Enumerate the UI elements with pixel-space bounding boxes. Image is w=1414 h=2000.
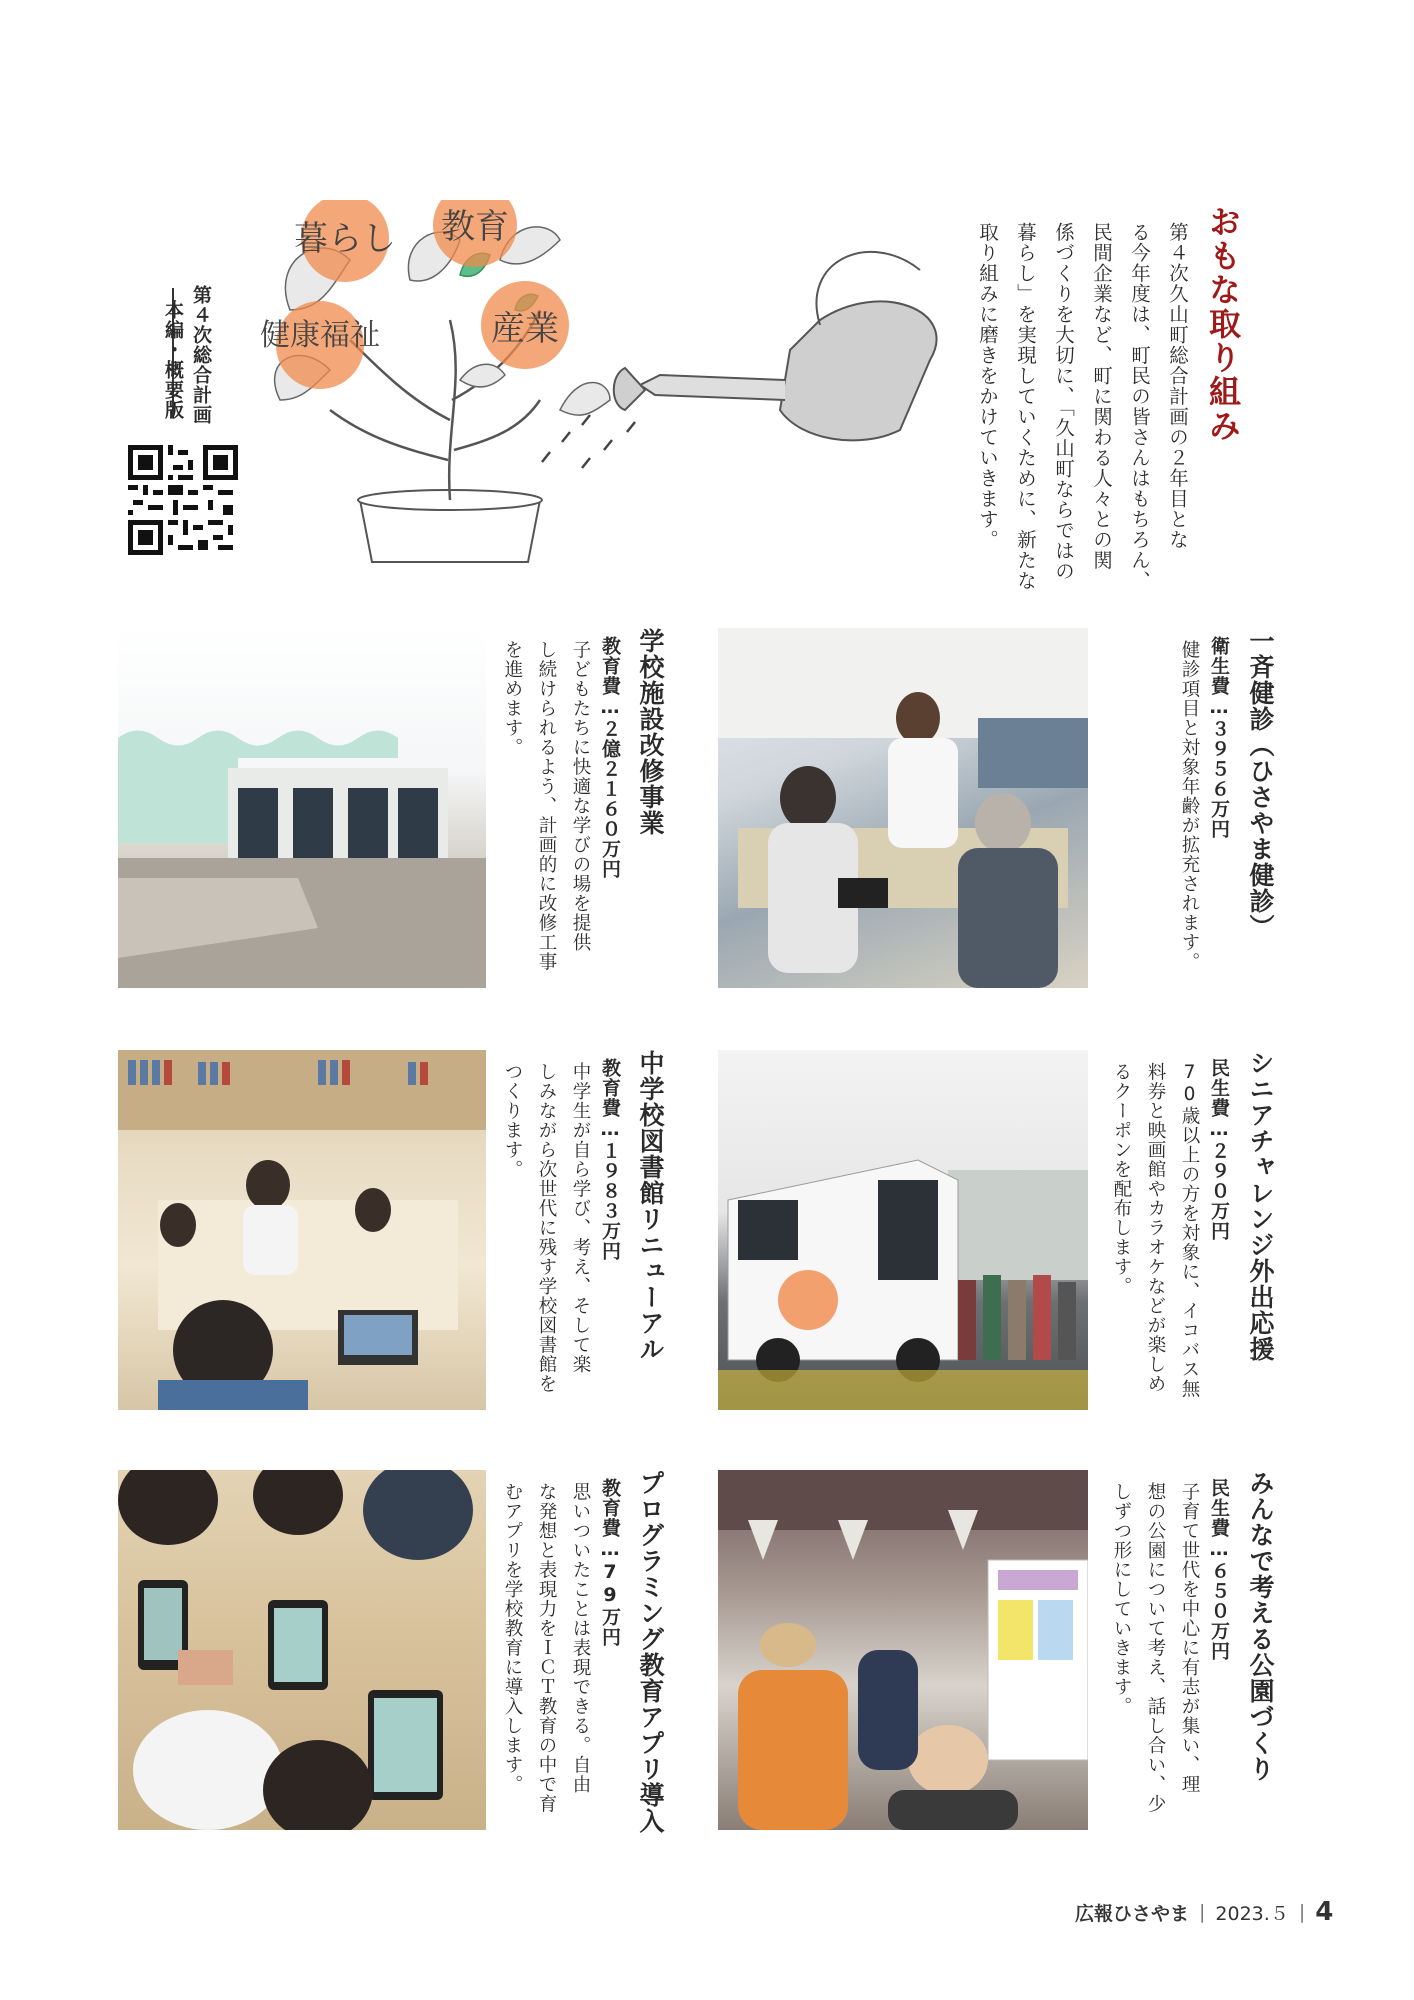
intro-line-6: 取り組みに磨きをかけていきます。 xyxy=(976,222,999,550)
photo-school-building xyxy=(118,628,486,988)
footer-date: 2023.５ xyxy=(1215,1902,1289,1925)
item4-title: 中学校図書館リニューアル xyxy=(636,1050,665,1362)
item6-title: プログラミング教育アプリ導入 xyxy=(636,1470,665,1834)
item5-budget: 民生費…６５０万円 xyxy=(1208,1478,1230,1661)
plant-illustration xyxy=(260,200,940,570)
item1-desc-1: 健診項目と対象年齢が拡充されます。 xyxy=(1179,640,1200,972)
item4-desc-1: 中学生が自ら学び、考え、そして楽 xyxy=(570,1062,591,1374)
photo-programming-class xyxy=(118,1470,486,1830)
item2-title: 学校施設改修事業 xyxy=(636,628,665,836)
intro-line-3: 民間企業など、町に関わる人々との関 xyxy=(1090,222,1113,571)
item5-desc-3: しずつ形にしていきます。 xyxy=(1111,1482,1132,1716)
item1-title: 一斉健診（ひさやま健診） xyxy=(1246,628,1275,940)
item3-budget: 民生費…２９０万円 xyxy=(1208,1058,1230,1241)
item6-desc-1: 思いついたことは表現できる。自由 xyxy=(570,1482,591,1794)
section-heading: おもな取り組み xyxy=(1204,205,1242,443)
intro-line-5: 暮らし」を実現していくために、新たな xyxy=(1014,222,1037,591)
photo-health-checkup xyxy=(718,628,1088,988)
item3-desc-3: るクーポンを配布します。 xyxy=(1111,1062,1132,1296)
leaf-label-kurashi: 暮らし xyxy=(294,219,396,259)
item2-desc-3: を進めます。 xyxy=(502,640,523,757)
item5-desc-1: 子育て世代を中心に有志が集い、理 xyxy=(1179,1482,1200,1794)
item3-title: シニアチャレンジ外出応援 xyxy=(1246,1050,1275,1362)
watering-can-icon xyxy=(614,252,937,440)
page-number: 4 xyxy=(1315,1897,1334,1927)
plan-label-line1: 第４次総合計画 xyxy=(190,285,212,425)
item6-budget: 教育費…79万円 xyxy=(599,1478,621,1647)
qr-code-icon[interactable] xyxy=(128,445,238,555)
item6-desc-3: むアプリを学校教育に導入します。 xyxy=(502,1482,523,1794)
plan-label-line2: 本編・概要版 xyxy=(162,300,184,420)
water-drops-icon xyxy=(542,415,635,468)
photo-senior-bus xyxy=(718,1050,1088,1410)
item5-desc-2: 想の公園について考え、話し合い、少 xyxy=(1145,1482,1166,1814)
item6-desc-2: な発想と表現力をＩＣＴ教育の中で育 xyxy=(536,1482,557,1814)
footer-publication: 広報ひさやま xyxy=(1075,1902,1190,1925)
leaf-label-sangyo: 産業 xyxy=(491,309,559,349)
item1-budget: 衛生費…３９５６万円 xyxy=(1208,636,1230,839)
item2-budget: 教育費…２億２１６０万円 xyxy=(599,636,621,879)
leaf-label-kyoiku: 教育 xyxy=(441,207,509,247)
item4-desc-3: つくります。 xyxy=(502,1062,523,1179)
item2-desc-2: し続けられるよう、計画的に改修工事 xyxy=(536,640,557,972)
photo-library xyxy=(118,1050,486,1410)
item3-desc-1: 70歳以上の方を対象に、イコバス無 xyxy=(1179,1062,1200,1399)
leaf-label-kenko: 健康福祉 xyxy=(260,318,380,353)
item5-title: みんなで考える公園づくり xyxy=(1246,1470,1275,1782)
item4-desc-2: しみながら次世代に残す学校図書館を xyxy=(536,1062,557,1394)
photo-park-meeting xyxy=(718,1470,1088,1830)
page-footer: 広報ひさやま | 2023.５ | 4 xyxy=(1075,1897,1334,1927)
item4-budget: 教育費…１９８３万円 xyxy=(599,1058,621,1261)
intro-line-4: 係づくりを大切に、「久山町ならではの xyxy=(1052,222,1075,582)
item2-desc-1: 子どもたちに快適な学びの場を提供 xyxy=(570,640,591,952)
item3-desc-2: 料券と映画館やカラオケなどが楽しめ xyxy=(1145,1062,1166,1394)
intro-line-2: る今年度は、町民の皆さんはもちろん、 xyxy=(1128,222,1151,591)
intro-line-1: 第４次久山町総合計画の２年目とな xyxy=(1166,222,1189,550)
